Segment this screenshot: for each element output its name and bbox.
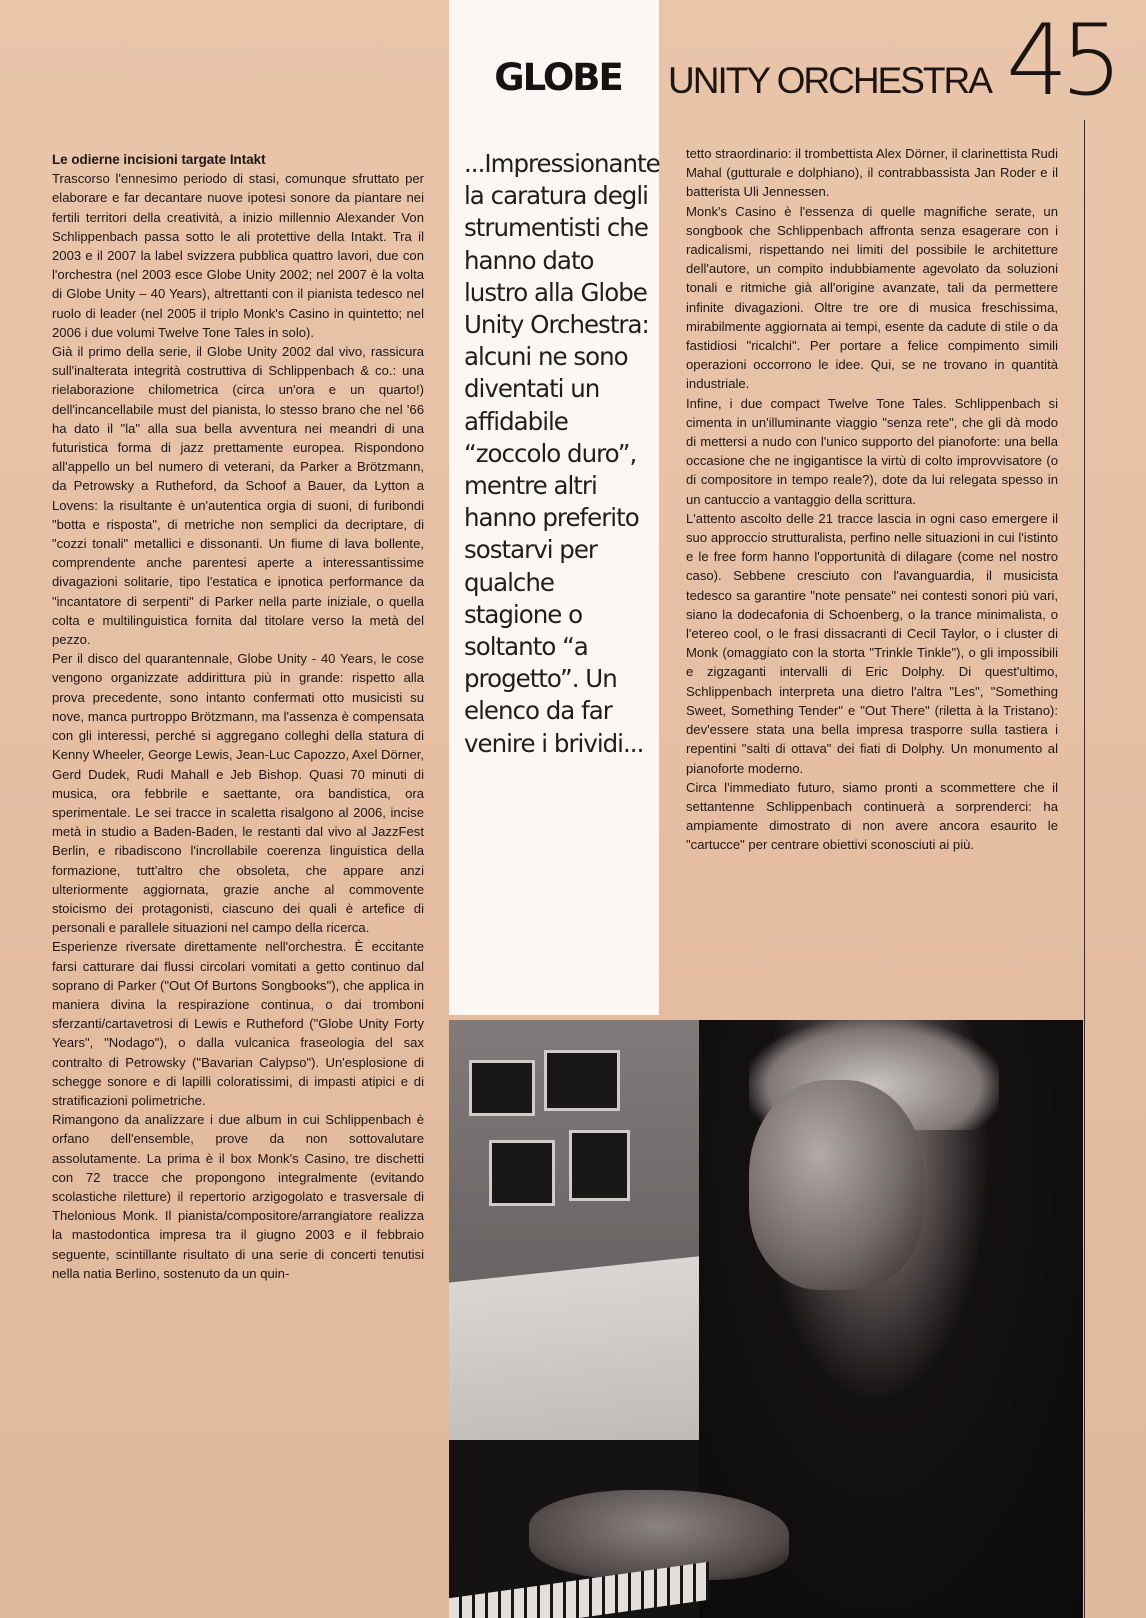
header-globe: GLOBE (494, 56, 622, 99)
page-number: 45 (1006, 4, 1115, 118)
left-paragraph-1: Trascorso l'ennesimo periodo di stasi, comunque sfruttato per elaborare e far decantare nuove ipotesi sonore da piantare nei fertili territori della creatività, a inizio millennio Alexander Von Schlippenbach passa sotto le ali protettive della Intakt. Tra il 2003 e il 2007 la label svizzera pubblica quattro lavori, due con l'orchestra (nel 2003 esce Globe Unity 2002; nel 2007 è la volta di Globe Unity – 40 Years), altrettanti con il pianista tedesco nel ruolo di leader (nel 2005 il triplo Monk's Casino in quintetto; nel 2006 i due volumi Twelve Tone Tales in solo). (52, 171, 424, 340)
vertical-rule (1084, 120, 1085, 1618)
right-paragraph-2: Monk's Casino è l'essenza di quelle magnifiche serate, un songbook che Schlippenbach affronta senza esagerare con i radicalismi, rispettando nei limiti del possibile le architetture dell'autore, un compito indubbiamente agevolato da soluzioni tonali e ritmiche già all'origine avanzate, tali da permettere infinite divagazioni. Oltre tre ore di musica freschissima, mirabilmente aggiornata ai tempi, esente da cadute di stile o da fastidiosi "ricalchi". Per portare a felice compimento simili operazioni occorrono le idee. Qui, se ne trovano in quantità industriale. (686, 203, 1058, 392)
right-paragraph-4: L'attento ascolto delle 21 tracce lascia in ogni caso emergere il suo approccio strutturalista, perfino nelle situazioni in cui l'istinto e le free form hanno l'opportunità di dilagare (come nel nostro caso). Sebbene cresciuto con l'avanguardia, il musicista tedesco sa garantire "note pensate" nei contesti sonori più vari, siano la dodecafonia di Schoenberg, o la trance minimalista, o l'etereo cool, o le frasi dissacranti di Cecil Taylor, o i cluster di Monk (omaggiato con la storta "Trinkle Tinkle"), o gli impossibili e zigzaganti intervalli di Eric Dolphy. Di quest'ultimo, Schlippenbach interpreta una dietro l'altra "Les", "Something Sweet, Something Tender" e "Out There" (riletta à la Tristano): dev'essere stata una bella impresa trasporre sulla tastiera i repentini "salti di ottava" dei fiati di Dolphy. Un monumento al pianoforte moderno. (686, 510, 1058, 776)
left-paragraph-2: Già il primo della serie, il Globe Unity 2002 dal vivo, rassicura sull'inalterata integrità costruttiva di Schlippenbach & co.: una rielaborazione chilometrica (circa un'ora e un quarto!) dell'incancellabile must del pianista, lo stesso brano che nel '66 ha dato il "la" alla sua bella avventura nei meandri di una futuristica forma di jazz prettamente europea. Rispondono all'appello un bel numero di veterani, da Parker a Brötzmann, da Petrowsky a Rutheford, da Schoof a Bauer, da Lytton a Lovens: la risultante è un'autentica orgia di suoni, di furibondi "botta e risposta", di metriche non semplici da decriptare, di "cozzi tonali" metallici e dissonanti. Un fiume di lava bollente, comprendente anche parentesi aperte a interessantissime divagazioni solitarie, tipo l'estatica e ipnotica performance da "incantatore di serpenti" di Parker nella parte iniziale, o quella colta e multilinguistica fornita dal titolare verso la metà del pezzo. (52, 344, 424, 648)
pianist-face (749, 1080, 924, 1290)
right-paragraph-5: Circa l'immediato futuro, siamo pronti a scommettere che il settantenne Schlippenbach continuerà a sorprenderci: ha ampiamente dimostrato di non avere ancora esaurito le "cartucce" per centrare obiettivi sconosciuti ai più. (686, 779, 1058, 853)
pianist-photo (449, 1020, 1083, 1618)
pianist-hands (529, 1490, 789, 1580)
left-article-column (52, 150, 424, 1283)
pull-quote-text: ...Impressionante la caratura degli strumentisti che hanno dato lustro alla Globe Unity Orchestra: alcuni ne sono diventati un affidabile “zoccolo duro”, mentre altri hanno preferito sostarvi per qualche stagione o soltanto “a progetto”. Un elenco da far venire i brividi... (464, 149, 660, 758)
pull-quote (464, 148, 660, 760)
header-unity-orchestra: UNITY ORCHESTRA (668, 60, 991, 101)
right-paragraph-3: Infine, i due compact Twelve Tone Tales. Schlippenbach si cimenta in un'illuminante viaggio "senza rete", che gli dà modo di mettersi a nudo con l'unico supporto del pianoforte: una bella occasione che ne ingigantisce la virtù di colto improvvisatore (o di compositore in tempo reale?), dote da lui relegata spesso in un cantuccio a vantaggio della scrittura. (686, 395, 1058, 507)
left-paragraph-4: Esperienze riversate direttamente nell'orchestra. È eccitante farsi catturare dai flussi circolari vomitati a getto continuo dal soprano di Parker ("Out Of Burtons Songbooks"), che applica in maniera divina la respirazione continua, o dai tromboni sferzanti/cartavetrosi di Lewis e Rutheford ("Globe Unity Forty Years", "Nodago"), o dalla vulcanica fraseologia del sax contralto di Petrowsky ("Bavarian Calypso"). Un'esplosione di schegge sonore e di lapilli coloratissimi, di impasti atipici e di stratificazioni polimetriche. (52, 939, 424, 1108)
right-article-column (686, 144, 1058, 855)
right-paragraph-1: tetto straordinario: il trombettista Alex Dörner, il clarinettista Rudi Mahal (gutturale e dolphiano), il contrabbassista Jan Roder e il batterista Uli Jennessen. (686, 146, 1058, 200)
left-paragraph-5: Rimangono da analizzare i due album in cui Schlippenbach è orfano dell'ensemble, prove da non sottovalutare assolutamente. La prima è il box Monk's Casino, tre dischetti con 72 tracce che propongono integralmente (evitando scolastiche riletture) il repertorio arzigogolato e trasversale di Thelonious Monk. Il pianista/compositore/arrangiatore realizza la mastodontica impresa tra il giugno 2003 e il febbraio seguente, scintillante risultato di una serie di concerti tenutisi nella natia Berlino, sostenuto da un quin- (52, 1112, 424, 1281)
left-paragraph-3: Per il disco del quarantennale, Globe Unity - 40 Years, le cose vengono organizzate addirittura più in grande: rispetto alla prova precedente, sono intanto confermati otto musicisti su nove, manca purtroppo Brötzmann, ma l'assenza è compensata con gli interessi, perché si aggregano colleghi della statura di Kenny Wheeler, George Lewis, Jean-Luc Capozzo, Axel Dörner, Gerd Dudek, Rudi Mahall e Jeb Bishop. Quasi 70 minuti di musica, ora febbrile e saettante, ora bandistica, ora sperimentale. Le sei tracce in scaletta risalgono al 2006, incise metà in studio a Baden-Baden, le restanti dal vivo al JazzFest Berlin, e ribadiscono l'incrollabile coerenza linguistica della formazione, tutt'altro che obsoleta, che appare anzi ulteriormente aggiornata, grazie anche al commovente stoicismo dei protagonisti, ciascuno dei quali è artefice di personali e parallele situazioni nel campo della ricerca. (52, 651, 424, 936)
section-heading: Le odierne incisioni targate Intakt (52, 152, 266, 167)
